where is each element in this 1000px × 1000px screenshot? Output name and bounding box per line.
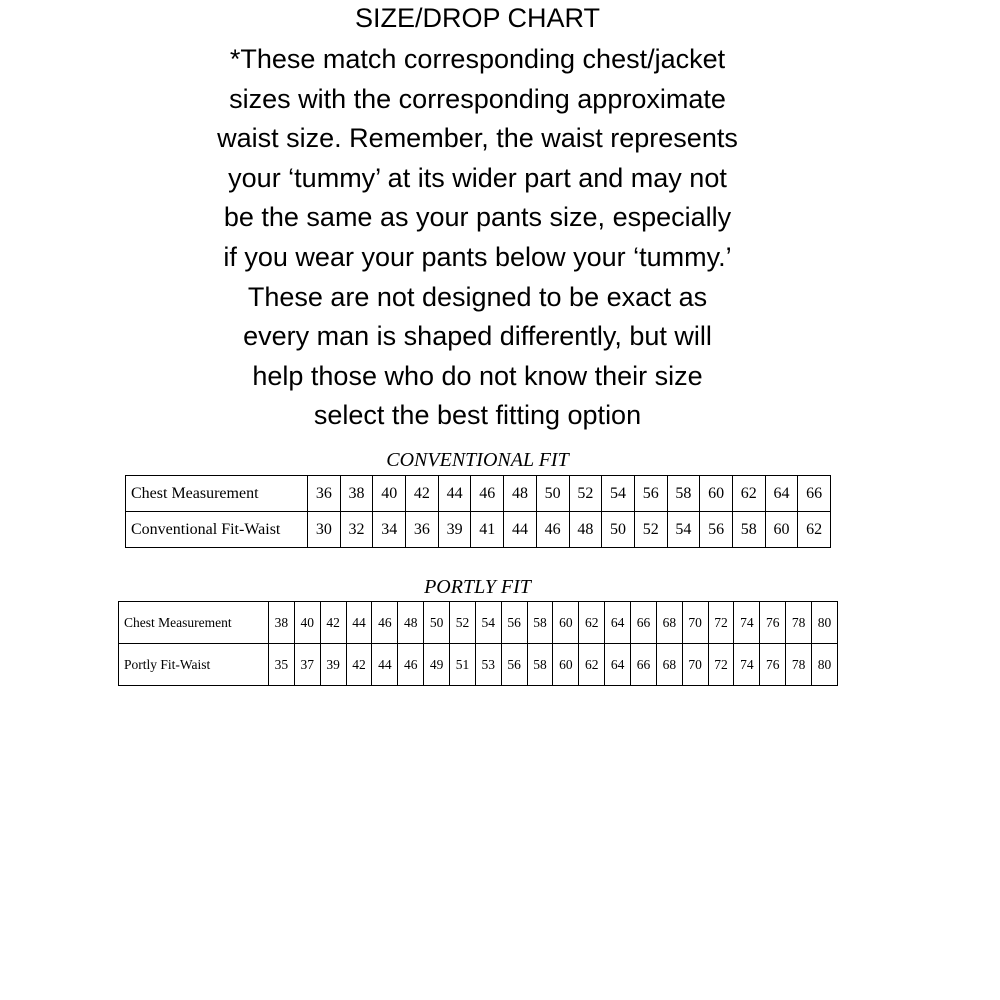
size-cell: 62 <box>798 512 831 548</box>
size-cell: 62 <box>579 602 605 644</box>
size-cell: 42 <box>406 476 439 512</box>
table-row <box>119 644 838 686</box>
intro-line: help those who do not know their size <box>252 360 703 391</box>
intro-line: These are not designed to be exact as <box>247 281 708 312</box>
size-cell: 44 <box>372 644 398 686</box>
size-cell: 32 <box>340 512 373 548</box>
intro-line: select the best fitting option <box>313 400 642 431</box>
size-cell: 66 <box>631 644 657 686</box>
size-cell: 80 <box>812 602 838 644</box>
size-cell: 38 <box>340 476 373 512</box>
size-cell: 76 <box>760 602 786 644</box>
size-cell: 54 <box>602 476 635 512</box>
size-cell: 66 <box>798 476 831 512</box>
size-cell: 60 <box>765 512 798 548</box>
size-cell: 58 <box>667 476 700 512</box>
size-cell: 39 <box>438 512 471 548</box>
table-row <box>126 476 831 512</box>
size-cell: 58 <box>527 644 553 686</box>
size-cell: 42 <box>346 644 372 686</box>
size-cell: 60 <box>700 476 733 512</box>
size-cell: 56 <box>501 644 527 686</box>
size-cell: 62 <box>579 644 605 686</box>
size-cell: 68 <box>656 644 682 686</box>
size-cell: 68 <box>656 602 682 644</box>
row-label: Chest Measurement <box>126 476 308 512</box>
intro-line: sizes with the corresponding approximate <box>229 83 726 114</box>
size-cell: 51 <box>450 644 476 686</box>
size-cell: 34 <box>373 512 406 548</box>
size-cell: 35 <box>269 644 295 686</box>
size-cell: 58 <box>527 602 553 644</box>
size-cell: 41 <box>471 512 504 548</box>
size-cell: 50 <box>536 476 569 512</box>
size-cell: 49 <box>424 644 450 686</box>
size-cell: 76 <box>760 644 786 686</box>
size-cell: 44 <box>438 476 471 512</box>
intro-line: waist size. Remember, the waist represents <box>217 123 738 154</box>
row-label: Portly Fit-Waist <box>119 644 269 686</box>
size-cell: 72 <box>708 602 734 644</box>
size-cell: 52 <box>634 512 667 548</box>
size-cell: 74 <box>734 644 760 686</box>
size-cell: 64 <box>765 476 798 512</box>
row-label: Conventional Fit-Waist <box>126 512 308 548</box>
size-cell: 78 <box>786 644 812 686</box>
size-cell: 36 <box>406 512 439 548</box>
intro-line: *These match corresponding chest/jacket <box>229 44 726 74</box>
size-cell: 64 <box>605 602 631 644</box>
size-cell: 64 <box>605 644 631 686</box>
size-cell: 54 <box>667 512 700 548</box>
size-cell: 37 <box>294 644 320 686</box>
size-cell: 38 <box>269 602 295 644</box>
size-cell: 70 <box>682 644 708 686</box>
size-cell: 80 <box>812 644 838 686</box>
size-cell: 36 <box>308 476 341 512</box>
portly-fit-title: PORTLY FIT <box>424 576 531 598</box>
size-cell: 50 <box>602 512 635 548</box>
size-cell: 46 <box>398 644 424 686</box>
size-cell: 48 <box>569 512 602 548</box>
size-cell: 44 <box>504 512 537 548</box>
size-cell: 50 <box>424 602 450 644</box>
size-cell: 56 <box>634 476 667 512</box>
size-cell: 53 <box>475 644 501 686</box>
intro-line: be the same as your pants size, especially <box>223 202 732 233</box>
size-cell: 52 <box>569 476 602 512</box>
size-cell: 46 <box>372 602 398 644</box>
size-cell: 40 <box>373 476 406 512</box>
size-cell: 66 <box>631 602 657 644</box>
size-cell: 46 <box>536 512 569 548</box>
intro-paragraph <box>0 40 955 436</box>
size-cell: 40 <box>294 602 320 644</box>
size-cell: 48 <box>504 476 537 512</box>
size-cell: 46 <box>471 476 504 512</box>
size-cell: 39 <box>320 644 346 686</box>
size-cell: 78 <box>786 602 812 644</box>
size-cell: 60 <box>553 644 579 686</box>
intro-line: if you wear your pants below your ‘tummy.’ <box>223 241 732 272</box>
size-cell: 70 <box>682 602 708 644</box>
portly-fit-table <box>118 601 838 686</box>
size-cell: 30 <box>308 512 341 548</box>
size-cell: 48 <box>398 602 424 644</box>
size-cell: 58 <box>732 512 765 548</box>
table-row <box>119 602 838 644</box>
size-cell: 54 <box>475 602 501 644</box>
size-cell: 44 <box>346 602 372 644</box>
page-title: SIZE/DROP CHART <box>354 3 601 33</box>
intro-line: every man is shaped differently, but will <box>243 321 712 352</box>
size-cell: 74 <box>734 602 760 644</box>
size-cell: 52 <box>450 602 476 644</box>
intro-line: your ‘tummy’ at its wider part and may not <box>228 162 727 193</box>
row-label: Chest Measurement <box>119 602 269 644</box>
conventional-fit-table <box>125 475 831 548</box>
size-cell: 42 <box>320 602 346 644</box>
size-cell: 56 <box>501 602 527 644</box>
size-cell: 72 <box>708 644 734 686</box>
conventional-fit-title: CONVENTIONAL FIT <box>386 449 569 471</box>
table-row <box>126 512 831 548</box>
size-cell: 56 <box>700 512 733 548</box>
size-cell: 60 <box>553 602 579 644</box>
size-cell: 62 <box>732 476 765 512</box>
